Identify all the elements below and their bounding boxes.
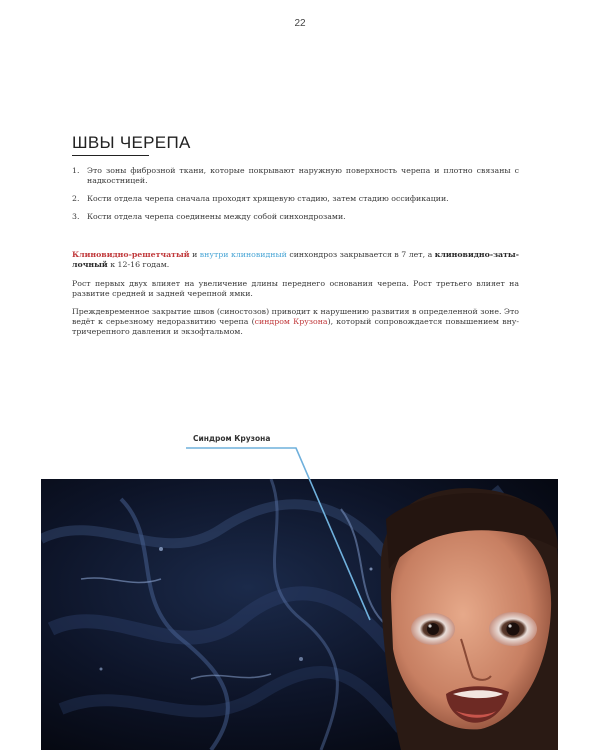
text-middle: синхондроз закрывается в 7 лет, а [286,250,435,259]
synchondrosis-paragraph [72,250,519,270]
facts-list [72,166,519,230]
term-crouzon: синдром Крузона [254,317,328,326]
growth-paragraph: Рост первых двух влияет на увеличение длины переднего основания черепа. Рост третьего влияет на развитие средней и задней черепной ямки. [72,279,519,298]
list-text: Это зоны фиброзной ткани, которые покрывают наружную поверхность черепа и плотно связаны с надкостницей. [87,166,519,185]
list-number: 2. [72,194,80,203]
list-number: 1. [72,166,80,175]
title-underline [72,155,149,156]
photo-illustration [41,479,558,750]
synostosis-paragraph [72,307,519,337]
crouzon-photo [41,479,558,750]
page-title: ШВЫ ЧЕРЕПА [72,133,191,152]
list-number: 3. [72,212,80,221]
page-number: 22 [294,18,306,29]
term-spheno-occipital: клиновидно-затылочный [72,250,520,269]
term-sphenoethmoidal: Клиновидно-решетчатый [72,250,190,259]
text-end: к 12-16 годам. [107,260,170,269]
text-start: Преждевременное закрытие швов (синостозов) приводит к нарушению развития в определенной зоне. Это ведёт к серьезному недоразвитию черепа ( [72,307,519,326]
list-item [72,166,519,186]
term-intrasphenoidal: внутри клиновидный [199,250,287,259]
list-item [72,212,519,222]
callout-label: Синдром Крузона [193,434,271,443]
list-item [72,194,519,204]
list-text: Кости отдела черепа соединены между собой синхондрозами. [87,212,346,221]
text-end: ), который сопровождается повышением внутричерепного давления и экзофтальмом. [72,317,520,336]
list-text: Кости отдела черепа сначала проходят хрящевую стадию, затем стадию оссификации. [87,194,449,203]
text-and: и [189,250,200,259]
